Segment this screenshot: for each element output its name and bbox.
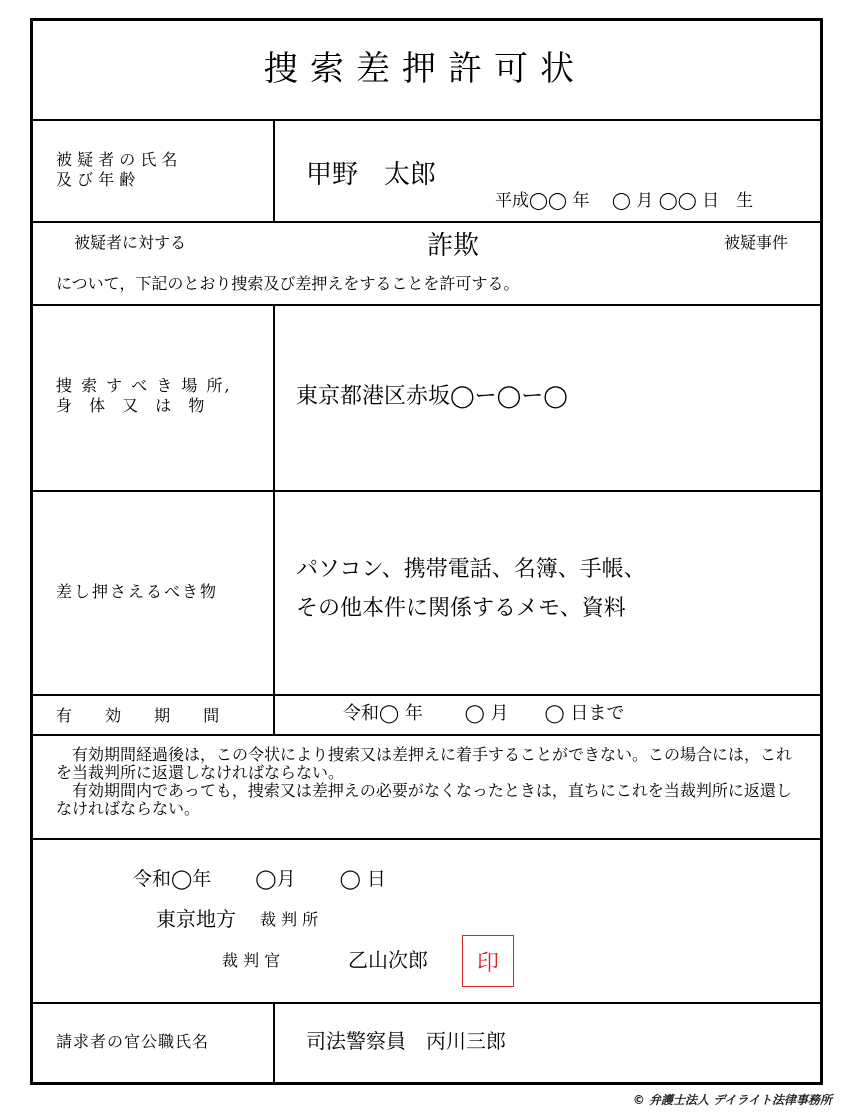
- judge-label: 裁 判 官: [222, 951, 281, 970]
- divider: [33, 490, 820, 492]
- column-divider: [273, 119, 275, 221]
- items-label: 差し押さえるべき物: [56, 582, 219, 601]
- place-label-line1: 捜 索 す べ き 場 所,: [56, 376, 232, 395]
- court-suffix: 裁 判 所: [260, 910, 319, 929]
- court-name: 東京地方: [156, 907, 236, 931]
- judge-name: 乙山次郎: [348, 948, 428, 972]
- items-line1: パソコン、携帯電話、名簿、手帳、: [296, 557, 646, 582]
- requester-value: 司法警察員 丙川三郎: [306, 1029, 506, 1053]
- divider: [33, 221, 820, 223]
- items-line2: その他本件に関係するメモ、資料: [296, 596, 626, 621]
- notice: [56, 746, 801, 818]
- copyright-text: © 弁護士法人 デイライト法律事務所: [632, 1093, 832, 1107]
- case-suffix: 被疑事件: [724, 233, 789, 252]
- divider: [33, 304, 820, 306]
- divider: [33, 734, 820, 736]
- divider: [33, 1002, 820, 1004]
- notice-paragraph-1: 有効期間経過後は，この令状により捜索又は差押えに着手することができない。この場合には，これを当裁判所に返還しなければならない。: [56, 745, 793, 782]
- seal-stamp: 印: [462, 935, 514, 987]
- case-statement: について，下記のとおり捜索及び差押えをすることを許可する。: [56, 274, 520, 293]
- divider: [33, 119, 820, 121]
- issue-date: 令和◯年 ◯月 ◯ 日: [133, 868, 386, 890]
- case-crime: 詐欺: [427, 231, 480, 261]
- suspect-label-line2: [56, 172, 242, 188]
- document-title: 捜索差押許可状: [264, 49, 586, 89]
- validity-label: 有 効 期 間: [56, 706, 234, 725]
- notice-paragraph-2: 有効期間内であっても，捜索又は差押えの必要がなくなったときは，直ちにこれを当裁判所に返還しなければならない。: [56, 781, 792, 818]
- suspect-birth-date: 平成◯◯ 年 ◯ 月 ◯◯ 日 生: [495, 191, 754, 211]
- column-divider: [273, 304, 275, 734]
- column-divider: [273, 1002, 275, 1085]
- divider: [33, 838, 820, 840]
- requester-label: 請求者の官公職氏名: [56, 1032, 210, 1051]
- place-value: 東京都港区赤坂◯ー◯ー◯: [296, 384, 568, 409]
- suspect-label-text: 及 び 年 齢: [56, 170, 136, 189]
- place-label-line2: 身 体 又 は 物: [56, 396, 211, 415]
- divider: [33, 694, 820, 696]
- validity-value: 令和◯ 年 ◯ 月 ◯ 日まで: [343, 703, 625, 724]
- suspect-label-line1: [56, 152, 242, 168]
- case-prefix: 被疑者に対する: [74, 233, 187, 252]
- suspect-label-text: 被 疑 者 の 氏 名: [56, 150, 178, 169]
- suspect-name: 甲野 太郎: [306, 160, 437, 190]
